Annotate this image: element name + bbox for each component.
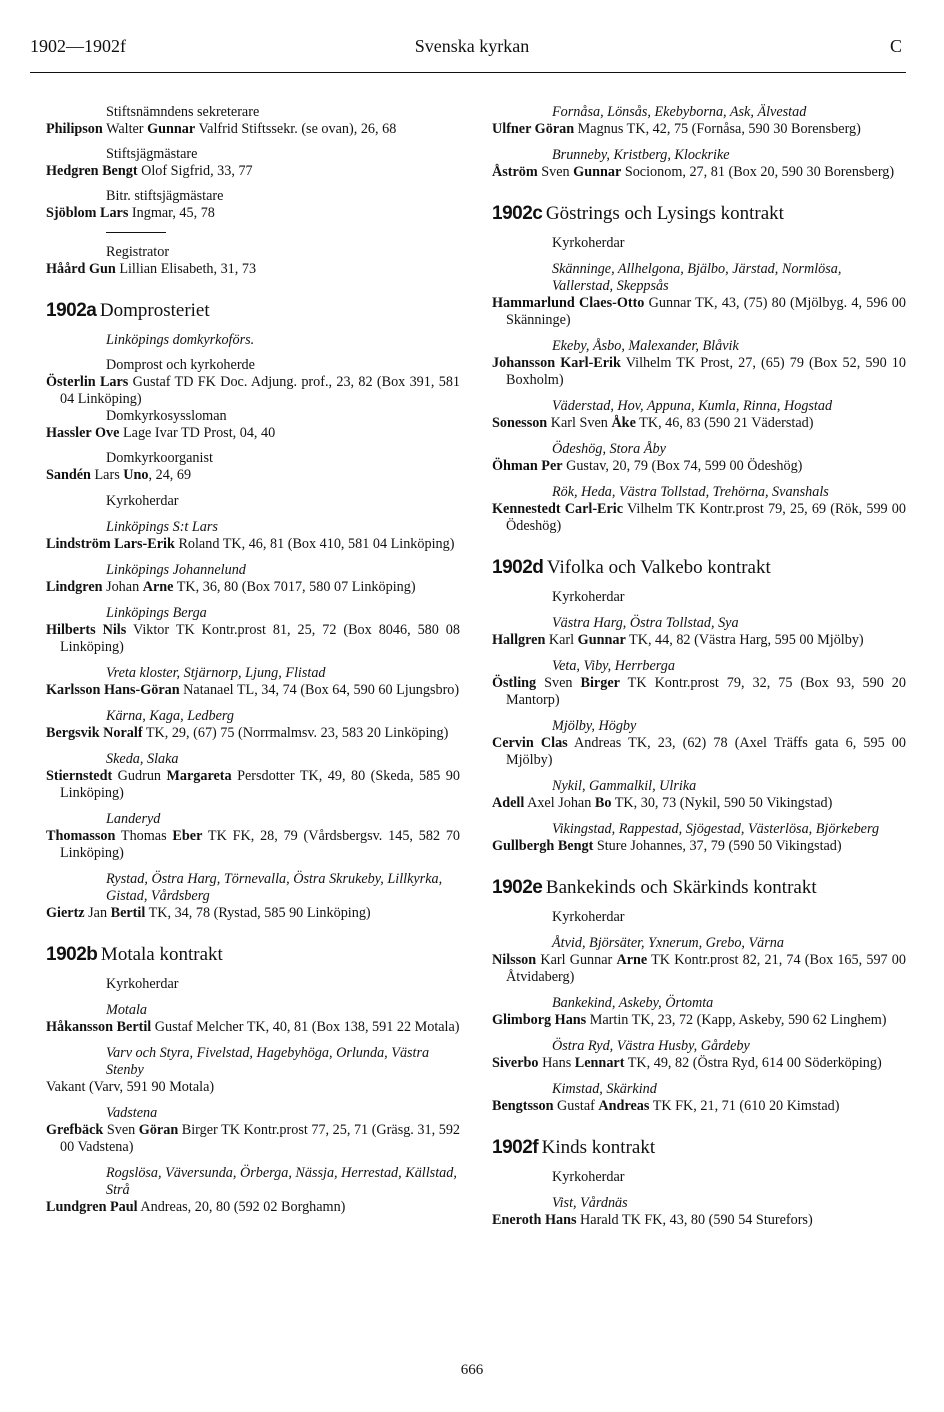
parish: Linköpings S:t Lars [106, 519, 218, 535]
entry: Giertz Jan Bertil TK, 34, 78 (Rystad, 585 90 Linköping) [46, 905, 371, 921]
parish: Östra Ryd, Västra Husby, Gårdeby [552, 1038, 750, 1054]
entry: Sandén Lars Uno, 24, 69 [46, 467, 192, 483]
entry: Hilberts Nils Viktor TK Kontr.prost 81, 25, 72 (Box 8046, 580 08 Linköping) [46, 622, 460, 655]
entry: Öhman Per Gustav, 20, 79 (Box 74, 599 00 Ödeshög) [492, 458, 803, 474]
role-label: Kyrkoherdar [552, 909, 625, 925]
parish: Skänninge, Allhelgona, Bjälbo, Järstad, Normlösa, Vallerstad, Skeppsås [552, 261, 842, 294]
parish: Vist, Vårdnäs [552, 1195, 628, 1211]
entry: Glimborg Hans Martin TK, 23, 72 (Kapp, Askeby, 590 62 Linghem) [492, 1012, 887, 1028]
entry: Lindström Lars-Erik Roland TK, 46, 81 (Box 410, 581 04 Linköping) [46, 536, 455, 552]
parish: Brunneby, Kristberg, Klockrike [552, 147, 730, 163]
entry: Hallgren Karl Gunnar TK, 44, 82 (Västra Harg, 595 00 Mjölby) [492, 632, 864, 648]
parish: Linköpings domkyrkoförs. [106, 332, 255, 348]
role-label: Domprost och kyrkoherde [106, 357, 255, 373]
entry: Ulfner Göran Magnus TK, 42, 75 (Fornåsa, 590 30 Borensberg) [492, 121, 861, 137]
parish: Motala [106, 1002, 147, 1018]
parish: Bankekind, Askeby, Örtomta [552, 995, 714, 1011]
role-label: Registrator [106, 244, 170, 260]
parish: Mjölby, Högby [552, 718, 637, 734]
entry: Lindgren Johan Arne TK, 36, 80 (Box 7017, 580 07 Linköping) [46, 579, 416, 595]
entry: Grefbäck Sven Göran Birger TK Kontr.prost 77, 25, 71 (Gräsg. 31, 592 00 Vadstena) [46, 1122, 461, 1155]
section-heading-1902a: 1902a Domprosteriet [46, 300, 210, 321]
entry: Gullbergh Bengt Sture Johannes, 37, 79 (590 50 Vikingstad) [492, 838, 842, 854]
entry: Adell Axel Johan Bo TK, 30, 73 (Nykil, 590 50 Vikingstad) [492, 795, 833, 811]
parish: Veta, Viby, Herrberga [552, 658, 675, 674]
section-heading-1902c: 1902c Göstrings och Lysings kontrakt [492, 203, 784, 224]
entry: Philipson Walter Gunnar Valfrid Stiftssekr. (se ovan), 26, 68 [46, 121, 397, 137]
role-label: Stiftsnämndens sekreterare [106, 104, 260, 120]
parish: Västra Harg, Östra Tollstad, Sya [552, 615, 739, 631]
entry: Hedgren Bengt Olof Sigfrid, 33, 77 [46, 163, 253, 179]
parish: Väderstad, Hov, Appuna, Kumla, Rinna, Hogstad [552, 398, 833, 414]
entry: Eneroth Hans Harald TK FK, 43, 80 (590 54 Sturefors) [492, 1212, 813, 1228]
parish: Kimstad, Skärkind [552, 1081, 657, 1097]
parish: Varv och Styra, Fivelstad, Hagebyhöga, Orlunda, Västra Stenby [106, 1045, 430, 1078]
parish: Vadstena [106, 1105, 158, 1121]
entry: Stiernstedt Gudrun Margareta Persdotter TK, 49, 80 (Skeda, 585 90 Linköping) [46, 768, 460, 801]
role-label: Stiftsjägmästare [106, 146, 198, 162]
section-heading-1902b: 1902b Motala kontrakt [46, 944, 223, 965]
entry: Karlsson Hans-Göran Natanael TL, 34, 74 (Box 64, 590 60 Ljungsbro) [46, 682, 460, 698]
parish: Rogslösa, Väversunda, Örberga, Nässja, Herrestad, Källstad, Strå [106, 1165, 457, 1198]
role-label: Domkyrkoorganist [106, 450, 213, 466]
role-label: Domkyrkosyssloman [106, 408, 227, 424]
entry: Sjöblom Lars Ingmar, 45, 78 [46, 205, 215, 221]
right-column [492, 104, 906, 1229]
entry: Vakant (Varv, 591 90 Motala) [46, 1079, 215, 1095]
entry: Österlin Lars Gustaf TD FK Doc. Adjung. prof., 23, 82 (Box 391, 581 04 Linköping) [46, 374, 460, 407]
section-heading-1902e: 1902e Bankekinds och Skärkinds kontrakt [492, 877, 817, 898]
entry: Sonesson Karl Sven Åke TK, 46, 83 (590 21 Väderstad) [492, 415, 814, 431]
header-left: 1902—1902f [30, 36, 126, 56]
parish: Nykil, Gammalkil, Ulrika [552, 778, 697, 794]
separator-rule [106, 232, 166, 233]
role-label: Bitr. stiftsjägmästare [106, 188, 224, 204]
parish: Linköpings Johannelund [106, 562, 246, 578]
parish: Ödeshög, Stora Åby [552, 441, 666, 457]
role-label: Kyrkoherdar [552, 1169, 625, 1185]
parish: Kärna, Kaga, Ledberg [106, 708, 234, 724]
entry: Lundgren Paul Andreas, 20, 80 (592 02 Borghamn) [46, 1199, 346, 1215]
entry: Håård Gun Lillian Elisabeth, 31, 73 [46, 261, 257, 277]
entry: Åström Sven Gunnar Socionom, 27, 81 (Box 20, 590 30 Borensberg) [492, 164, 895, 180]
left-column [46, 104, 460, 1216]
entry: Hammarlund Claes-Otto Gunnar TK, 43, (75) 80 (Mjölbyg. 4, 596 00 Skänninge) [492, 295, 906, 328]
parish: Skeda, Slaka [106, 751, 179, 767]
page-number: 666 [460, 1362, 484, 1378]
entry: Hassler Ove Lage Ivar TD Prost, 04, 40 [46, 425, 276, 441]
parish: Rystad, Östra Harg, Törnevalla, Östra Skrukeby, Lillkyrka, Gistad, Vårdsberg [106, 871, 443, 904]
entry: Östling Sven Birger TK Kontr.prost 79, 32, 75 (Box 93, 590 20 Mantorp) [492, 675, 906, 708]
entry: Johansson Karl-Erik Vilhelm TK Prost, 27, (65) 79 (Box 52, 590 10 Boxholm) [492, 355, 906, 388]
section-heading-1902f: 1902f Kinds kontrakt [492, 1137, 656, 1158]
entry: Cervin Clas Andreas TK, 23, (62) 78 (Axel Träffs gata 6, 595 00 Mjölby) [492, 735, 906, 768]
parish: Landeryd [106, 811, 161, 827]
header-rule [30, 72, 906, 73]
header-title: Svenska kyrkan [414, 36, 530, 56]
header-right: C [889, 36, 902, 56]
parish: Ekeby, Åsbo, Malexander, Blåvik [552, 338, 739, 354]
entry: Håkansson Bertil Gustaf Melcher TK, 40, 81 (Box 138, 591 22 Motala) [46, 1019, 460, 1035]
entry: Bergsvik Noralf TK, 29, (67) 75 (Norrmalmsv. 23, 583 20 Linköping) [46, 725, 449, 741]
role-label: Kyrkoherdar [552, 235, 625, 251]
role-label: Kyrkoherdar [106, 976, 179, 992]
entry: Thomasson Thomas Eber TK FK, 28, 79 (Vårdsbergsv. 145, 582 70 Linköping) [46, 828, 461, 861]
section-heading-1902d: 1902d Vifolka och Valkebo kontrakt [492, 557, 771, 578]
entry: Nilsson Karl Gunnar Arne TK Kontr.prost 82, 21, 74 (Box 165, 597 00 Åtvidaberg) [492, 952, 906, 985]
entry: Kennestedt Carl-Eric Vilhelm TK Kontr.prost 79, 25, 69 (Rök, 599 00 Ödeshög) [492, 501, 906, 534]
entry: Bengtsson Gustaf Andreas TK FK, 21, 71 (610 20 Kimstad) [492, 1098, 840, 1114]
role-label: Kyrkoherdar [106, 493, 179, 509]
parish: Vreta kloster, Stjärnorp, Ljung, Flistad [106, 665, 326, 681]
role-label: Kyrkoherdar [552, 589, 625, 605]
parish: Vikingstad, Rappestad, Sjögestad, Västerlösa, Björkeberg [552, 821, 880, 837]
parish: Fornåsa, Lönsås, Ekebyborna, Ask, Älvestad [552, 104, 807, 120]
parish: Rök, Heda, Västra Tollstad, Trehörna, Svanshals [552, 484, 829, 500]
parish: Åtvid, Björsäter, Yxnerum, Grebo, Värna [552, 935, 784, 951]
entry: Siverbo Hans Lennart TK, 49, 82 (Östra Ryd, 614 00 Söderköping) [492, 1055, 882, 1071]
parish: Linköpings Berga [106, 605, 207, 621]
